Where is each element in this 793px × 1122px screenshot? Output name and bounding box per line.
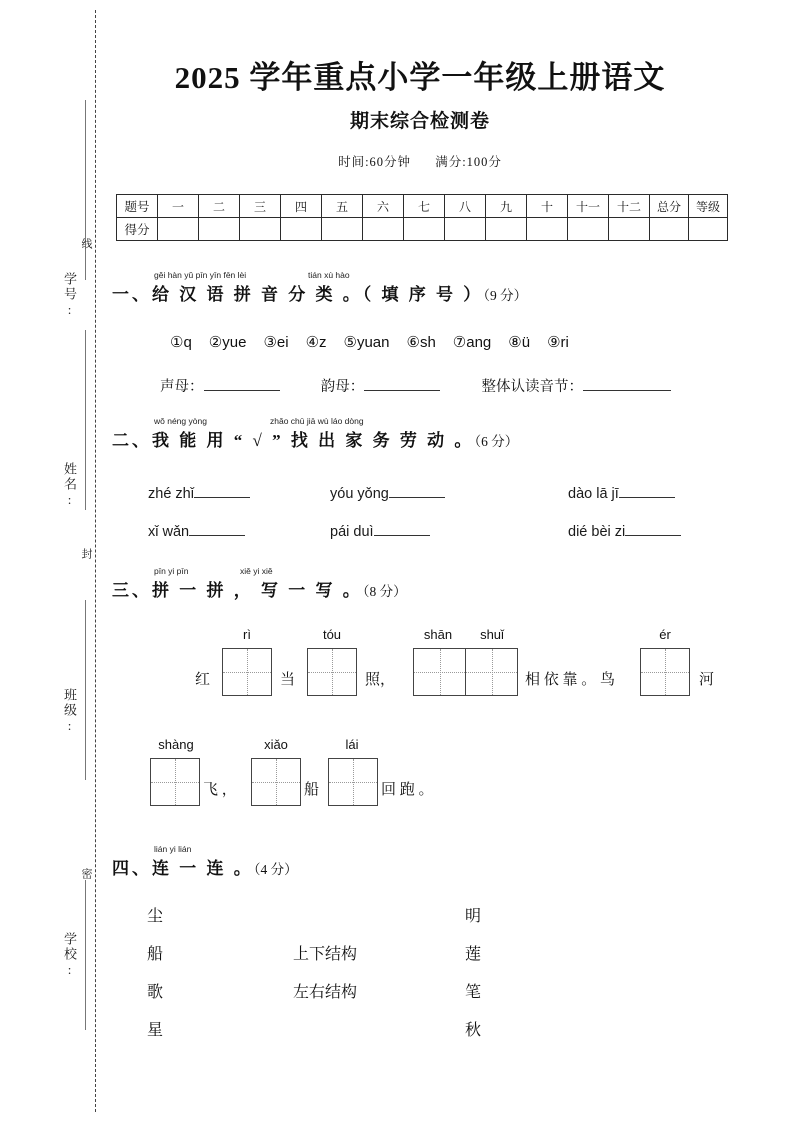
- table-row-score: [117, 218, 728, 241]
- score-cell-2[interactable]: [199, 218, 240, 241]
- score-cell-grade[interactable]: [689, 218, 728, 241]
- q1-blank-input-1[interactable]: [204, 376, 280, 391]
- q3-l1-box-2[interactable]: [307, 648, 357, 696]
- score-cell-1[interactable]: [158, 218, 199, 241]
- score-cell-9[interactable]: [486, 218, 527, 241]
- field-name: 姓名:: [62, 462, 77, 509]
- q2-item-5-text: pái duì: [330, 524, 374, 540]
- q2-item-2-check[interactable]: [389, 483, 445, 498]
- q1-blank-label-2: 韵母：: [320, 379, 365, 395]
- score-col-5: 五: [322, 195, 363, 218]
- q2-item-3-check[interactable]: [619, 483, 675, 498]
- score-cell-11[interactable]: [568, 218, 609, 241]
- q1-answer-row: [160, 375, 671, 396]
- score-cell-5[interactable]: [322, 218, 363, 241]
- q3-l1-box4-pinyin: ér: [659, 627, 671, 642]
- q1-option-5[interactable]: ⑤yuan: [343, 334, 390, 351]
- field-class: 班级:: [62, 688, 77, 735]
- q2-title: [112, 426, 518, 451]
- q2-item-1: [148, 483, 250, 502]
- q3-l2-char-2: 船: [304, 782, 320, 798]
- q2-item-4-check[interactable]: [189, 521, 245, 536]
- field-school: 学校:: [62, 932, 77, 979]
- score-table: [116, 194, 728, 241]
- score-col-3: 三: [240, 195, 281, 218]
- q3-l1-box3a-pinyin: shān: [423, 627, 453, 642]
- exam-meta: [110, 152, 730, 170]
- q4-right-item-1[interactable]: 明: [464, 908, 481, 925]
- seal-char-feng: 封: [80, 548, 92, 559]
- q3-l1-box-3b[interactable]: [465, 649, 517, 695]
- q2-title-text: 二、我 能 用 “ √ ” 找 出 家 务 劳 动 。: [112, 431, 475, 450]
- q3-pinyin-right: xiě yi xiě: [240, 566, 273, 576]
- q1-option-1[interactable]: ①q: [170, 334, 192, 351]
- score-cell-6[interactable]: [363, 218, 404, 241]
- q2-points: （6 分）: [474, 434, 519, 449]
- q3-l2-box2-pinyin: xiǎo: [264, 737, 288, 752]
- score-cell-12[interactable]: [609, 218, 650, 241]
- page-subtitle: 期末综合检测卷: [349, 111, 490, 132]
- score-col-6: 六: [363, 195, 404, 218]
- q2-item-1-check[interactable]: [194, 483, 250, 498]
- seal-solid-line-4: [85, 880, 86, 1030]
- score-cell-7[interactable]: [404, 218, 445, 241]
- q1-option-9[interactable]: ⑨ri: [547, 334, 569, 351]
- q1-option-4[interactable]: ④z: [305, 334, 327, 351]
- q1-blank-input-3[interactable]: [583, 376, 671, 391]
- q4-middle-column: [270, 936, 380, 1012]
- q2-item-4-text: xǐ wǎn: [148, 524, 190, 540]
- q3-l1-char-2: 当: [280, 672, 296, 688]
- q4-left-column: [130, 898, 180, 1050]
- score-cell-4[interactable]: [281, 218, 322, 241]
- q3-points: （8 分）: [362, 584, 407, 599]
- q2-item-6-check[interactable]: [625, 521, 681, 536]
- q4-right-item-3[interactable]: 笔: [464, 984, 481, 1001]
- score-cell-total[interactable]: [650, 218, 689, 241]
- score-cell-10[interactable]: [527, 218, 568, 241]
- q1-blank-label-1: 声母：: [160, 379, 204, 395]
- score-col-7: 七: [404, 195, 445, 218]
- q2-item-5-check[interactable]: [374, 521, 430, 536]
- q1-option-2[interactable]: ②yue: [208, 334, 247, 351]
- score-col-9: 九: [486, 195, 527, 218]
- seal-char-mi: 密: [80, 868, 92, 879]
- seal-dashed-line: [95, 10, 96, 1112]
- q1-options: [170, 333, 586, 351]
- q4-title: [112, 854, 298, 879]
- q1-title: [112, 280, 527, 305]
- q3-l1-box1-pinyin: rì: [243, 627, 251, 642]
- q3-l1-char-4: 相 依 靠 。 鸟: [525, 672, 616, 688]
- q4-middle-item-2[interactable]: 左右结构: [292, 984, 357, 1001]
- q3-l2-box-2[interactable]: [251, 758, 301, 806]
- q3-l1-char-5: 河: [699, 672, 715, 688]
- q1-blank-label-3: 整体认读音节：: [481, 379, 583, 395]
- q3-l1-char-3: 照，: [365, 672, 396, 688]
- seal-char-line: 线: [80, 238, 92, 249]
- q3-l1-box2-pinyin: tóu: [322, 627, 342, 642]
- q2-pinyin-right: zhǎo chū jiā wù láo dòng: [270, 416, 364, 426]
- q3-l1-box-pair[interactable]: [413, 648, 518, 696]
- q4-middle-item-1[interactable]: 上下结构: [292, 946, 357, 963]
- q1-pinyin-left: gěi hàn yǔ pīn yīn fēn lèi: [154, 270, 247, 280]
- q3-l2-box1-pinyin: shàng: [158, 737, 194, 752]
- score-col-12: 十二: [609, 195, 650, 218]
- q2-item-6-text: dié bèi zi: [568, 524, 626, 540]
- q1-blank-input-2[interactable]: [364, 376, 440, 391]
- field-student-number: 学号:: [62, 272, 77, 319]
- q1-option-3[interactable]: ③ei: [263, 334, 289, 351]
- q2-item-5: [330, 521, 430, 540]
- q2-pinyin-left: wǒ néng yòng: [154, 416, 207, 426]
- score-cell-8[interactable]: [445, 218, 486, 241]
- q4-left-item-2[interactable]: 船: [146, 946, 163, 963]
- q2-item-2-text: yóu yǒng: [330, 486, 389, 502]
- q2-item-3-text: dào lā jī: [568, 486, 619, 502]
- table-row-header: [117, 195, 728, 218]
- exam-total-score: 满分:100分: [435, 155, 502, 169]
- seal-solid-line-3: [85, 600, 86, 780]
- q2-item-3: [568, 483, 675, 502]
- q4-left-item-4[interactable]: 星: [146, 1022, 163, 1039]
- q3-l2-box-3[interactable]: [328, 758, 378, 806]
- q3-l2-char-3: 回 跑 。: [381, 782, 434, 798]
- q3-pinyin-left: pīn yi pīn: [154, 566, 189, 576]
- q4-right-column: [448, 898, 498, 1050]
- q4-points: （4 分）: [253, 862, 298, 877]
- q3-l1-box-3a[interactable]: [414, 649, 465, 695]
- q4-title-text: 四、连 一 连 。: [112, 859, 254, 878]
- score-col-2: 二: [199, 195, 240, 218]
- q3-l1-box-4[interactable]: [640, 648, 690, 696]
- q3-title: [112, 576, 407, 601]
- score-col-4: 四: [281, 195, 322, 218]
- q2-item-1-text: zhé zhǐ: [148, 486, 194, 502]
- q1-option-6[interactable]: ⑥sh: [406, 334, 436, 351]
- score-cell-3[interactable]: [240, 218, 281, 241]
- q4-right-item-4[interactable]: 秋: [464, 1022, 481, 1039]
- q3-l1-box3b-pinyin: shuǐ: [480, 627, 504, 642]
- q3-title-text: 三、拼 一 拼 ， 写 一 写 。: [112, 581, 363, 600]
- q4-left-item-3[interactable]: 歌: [146, 984, 163, 1001]
- score-col-grade: 等级: [689, 195, 728, 218]
- q3-l2-box3-pinyin: lái: [345, 737, 359, 752]
- exam-duration: 时间:60分钟: [338, 155, 412, 169]
- q4-right-item-2[interactable]: 莲: [464, 946, 481, 963]
- q2-item-6: [568, 521, 681, 540]
- q2-item-2: [330, 483, 445, 502]
- q3-l2-char-1: 飞 ，: [203, 782, 237, 798]
- score-col-10: 十: [527, 195, 568, 218]
- score-row-label-2: 得分: [117, 218, 158, 241]
- q1-option-7[interactable]: ⑦ang: [452, 334, 492, 351]
- seal-solid-line-2: [85, 330, 86, 510]
- score-col-11: 十一: [568, 195, 609, 218]
- q1-points: （9 分）: [483, 288, 528, 303]
- q3-l1-char-1: 红: [195, 672, 211, 688]
- seal-solid-line-1: [85, 100, 86, 280]
- q1-pinyin-right: tián xù hào: [308, 270, 350, 280]
- q3-l2-box-1[interactable]: [150, 758, 200, 806]
- score-col-total: 总分: [650, 195, 689, 218]
- q1-option-8[interactable]: ⑧ü: [508, 334, 531, 351]
- q4-pinyin-left: lián yi lián: [154, 844, 192, 854]
- score-col-1: 一: [158, 195, 199, 218]
- q2-item-4: [148, 521, 245, 540]
- q1-title-text: 一、给 汉 语 拼 音 分 类 。（ 填 序 号 ）: [112, 285, 484, 304]
- q4-left-item-1[interactable]: 尘: [146, 908, 163, 925]
- page-title: 2025 学年重点小学一年级上册语文: [174, 60, 666, 95]
- score-row-label-1: 题号: [117, 195, 158, 218]
- score-col-8: 八: [445, 195, 486, 218]
- q3-l1-box-1[interactable]: [222, 648, 272, 696]
